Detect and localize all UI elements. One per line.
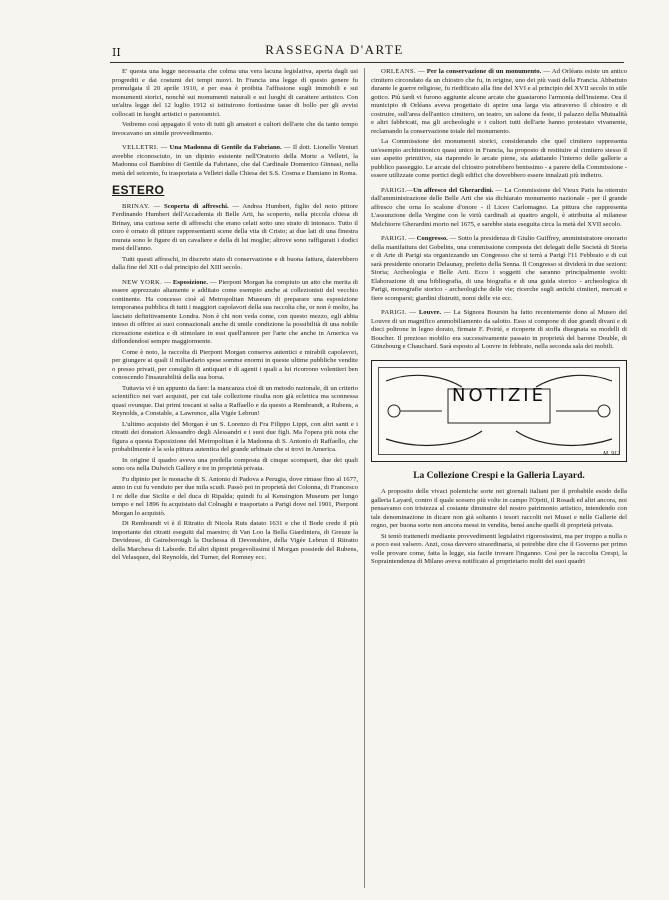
orleans-paragraph-2: La Commissione dei monumenti storici, considerando che quel cimitero rappresenta un'esempio architettonico quasi unico in Francia, ha proposto di restituire al cimitero stesso il suo aspetto primitivo, sia riaprendo le arcate piene, sia adattando l'interno delle gallerie a pubblico passeggio. Le arcate del chiostro potrebbero benissimo - a parere della Commissione - essere utilizzate come portici degli edifici che dovrebbero essere innalzati più indietro.: [371, 138, 627, 179]
orleans-place: ORLÉANS.: [381, 68, 416, 75]
velletri-text: Il dott. Lionello Venturi avrebbe riconosciuto, in un dipinto esistente nell'Oratorio della Morte a Velletri, la Madonna col Bambino di Gentile da Fabriano, che dal Cardinale Domenico Ginnasi, nella metà del seicento, fu trasportata a Velletri dalla Chiesa dei S.S. Cosma e Damiano in Roma.: [112, 144, 358, 177]
notizie-banner: [371, 360, 627, 462]
newyork-paragraph-2: Come è noto, la raccolta di Pierpont Morgan conserva autentici e mirabili capolavori, per giungere ai quali il miliardario spese somme enormi in queste ultime pubbliche vendite o presso privati, per consiglio di antiquari e di agenti i quali a lui ricorrono volentieri ben conoscendo l'insaurabilità della sua borsa.: [112, 348, 358, 381]
orleans-paragraph-1: ORLÉANS. — Per la conservazione di un monumento. — Ad Orléans esiste un antico cimitero circondato da un chiostro che fu, in origine, uno dei più vasti della Francia. Abbattuto durante le guerre religiose, fu riedificato alla fine del XVI e al principio del XVII secolo in stile gotico. Più tardi vi furono aggiunte alcune arcate che guastarono l'armonia dell'insieme. Ora il municipio di Orléans aveva progettato di aprire una larga via attraverso il chiostro e di costruire, sull'area dell'antico cimitero, un teatro, un salone da feste, il palazzo della Mutualità e altri fabbricati, ma gli archeologhi e i cultori tutti dell'arte hanno protestato vivamente, reclamando la conservazione totale del monumento.: [371, 68, 627, 135]
parigi-gherardini-place: PARIGI.: [381, 186, 407, 194]
parigi-gherardini-paragraph: PARIGI.—Un affresco del Gherardini. — La Commissione del Vieux Paris ha ottenuto dall'amministrazione delle Belle Arti che sia dichiarato monumento nazionale - per il grande affresco che orna lo scalone d'onore - il Liceo Carlomagno. La pittura che rappresenta L'assunzione della Vergine con le virtù cardinali ai quattro angoli, è attribuita al milanese Melchiorre Gherardini morto nel 1675, e sarebbe stata eseguita circa la metà del XVII secolo.: [371, 186, 627, 228]
parigi-congresso-place: PARIGI.: [381, 235, 407, 242]
newyork-paragraph-3: Tuttavia vi è un appunto da fare: la mancanza cioè di un metodo razionale, di un criterio scientifico nei vari acquisti, per cui tale collezione risulta non già eclettica ma sconnessa quasi ovunque. Dai primi toscani si salta a Raffaello e da questo a Rembrandt, a Rubens, a Reynolds, a Constable, a Lawrence, alla Vigée Lebrun!: [112, 384, 358, 417]
brinay-paragraph-2: Tutti questi affreschi, in discreto stato di conservazione e di buona fattura, daterebbero dalla fine del XII o dal principio del XIII secolo.: [112, 255, 358, 271]
parigi-louvre-article: [371, 309, 627, 352]
parigi-gherardini-article: [371, 187, 627, 230]
right-column: [371, 68, 627, 888]
running-title: RASSEGNA D'ARTE: [265, 42, 404, 57]
parigi-louvre-place: PARIGI.: [381, 309, 407, 316]
parigi-louvre-heading: Louvre.: [418, 309, 442, 316]
notizie-label: NOTIZIE: [452, 384, 546, 406]
column-divider: [364, 68, 365, 888]
brinay-place: BRINAY.: [122, 202, 150, 210]
parigi-louvre-paragraph: PARIGI. — Louvre. — La Signora Boursin ha fatto recentemente dono al Museo del Louvre di un magnifico ammobiliamento da salotto. Esso si compone di due grandi divani e di dieci poltrone in legno dorato, firmate F. Poirié, e ricoperte di stoffa disegnata su modelli di Boucher. Il prezioso mobilio era successivamente passato in proprietà del barone Double, di Günzbourg e Chauchard. Sarà esposto al Louvre in febbraio, nella seconda sala dei mobili.: [371, 309, 627, 350]
velletri-article: [112, 144, 358, 178]
newyork-paragraph-6: Fu dipinto per le monache di S. Antonio di Padova a Perugia, dove rimase fino al 1677, anno in cui fu venduto per due mila scudi. Passò poi in proprietà dei Colonna, di Francesco I re delle due Sicilie e del duca di Ripalda; quindi fu al Kensington Museum per lungo tempo e nel 1896 fu acquistato dal Colnaghi e trasportato a Parigi dove nel 1901, Pierpont Morgan lo acquistò.: [112, 475, 358, 517]
orleans-text-1: Ad Orléans esiste un antico cimitero circondato da un chiostro che fu, in origine, uno dei più vasti della Francia. Abbattuto durante le guerre religiose, fu riedificato alla fine del XVI e al principio del XVII secolo in stile gotico. Più tardi vi furono aggiunte alcune arcate che guastarono l'armonia dell'insieme. Ora il municipio di Orléans aveva progettato di aprire una larga via attraverso il chiostro e di costruire, sull'area dell'antico cimitero, un teatro, un salone da feste, il palazzo della Mutualità e altri fabbricati, ma gli archeologhi e i cultori tutti dell'arte hanno protestato vivamente, reclamando la conservazione totale del monumento.: [371, 68, 627, 135]
orleans-heading: Per la conservazione di un monumento.: [426, 68, 542, 75]
newyork-article: [112, 279, 358, 563]
notizie-ornament: [372, 361, 626, 461]
brinay-heading: Scoperta di affreschi.: [164, 202, 229, 210]
left-column: [112, 68, 358, 888]
orleans-article: [371, 68, 627, 181]
header-rule: [110, 62, 624, 63]
crespi-paragraph-2: Si tentò trattenerli mediante provvedimenti legislativi rigorosissimi, ma per troppo a nulla o a poco essi valsero. Anzi, cosa davvero straordinaria, si potrebbe dire che il Governo per primo volle provare come, fatta la legge, sia facile trovare l'inganno. Così per la raccolta Crespi, la Sopraintendenza di Milano aveva notificato al proprietario molti dei suoi quadri: [371, 532, 627, 565]
brinay-paragraph-1: BRINAY. — Scoperta di affreschi. — Andrea Humbert, figlio del noto pittore Ferdinando Humbert dell'Accademia di Belle Arti, ha scoperto, nella piccola chiesa di Brinay, una curiosa serie di affreschi che erano celati sotto uno strato di intonaco. Tutto il coro è ornato di pitture rappresentanti scene della vita di Cristo; ai due lati di una finestra murata sono le figure di un cavaliere e della di lui moglie; altrove sono raffigurati i dodici mesi dell'anno.: [112, 202, 358, 252]
parigi-gherardini-heading: Un affresco del Gherardini.: [413, 186, 494, 194]
intro-paragraph-2: Vedremo così appagato il voto di tutti gli amatori e cultori dell'arte che da tanto tempo invocavano un simile provvedimento.: [112, 121, 358, 137]
velletri-place: VELLETRI.: [122, 144, 159, 151]
newyork-heading: Esposizione.: [172, 278, 208, 286]
velletri-heading: Una Madonna di Gentile da Fabriano.: [169, 144, 282, 151]
crespi-paragraph-1: A proposito delle vivaci polemiche sorte nei giornali italiani per il probabile esodo della galleria Layard, contro il quale scesero più volte in campo l'Ojetti, il Rosadi ed altri ancora, noi pensavamo con tristezza al costante diminuire del nostro patrimonio artistico, intendendo con tale denominazione in dicare non già soltanto i tesori raccolti nei Musei e nelle Gallerie del regno, per buona sorte non ancora messi in vendita, bensì anche quelli di proprietà privata.: [371, 488, 627, 529]
brinay-text-1: Andrea Humbert, figlio del noto pittore Ferdinando Humbert dell'Accademia di Belle Arti, ha scoperto, nella piccola chiesa di Brinay, una curiosa serie di affreschi che erano celati sotto uno strato di intonaco. Tutto il coro è ornato di pitture rappresentanti scene della vita di Cristo; ai due lati di una finestra murata sono le figure di un cavaliere e della di lui moglie; altrove sono raffigurati i dodici mesi dell'anno.: [112, 202, 358, 252]
newyork-text-1: Pierpont Morgan ha compiuto un atto che merita di essere apprezzato altamente e additato come esempio anche ai collezionisti del vecchio continente. Ha concesso cioè al Metropolitan Museum di preparare una esposizione temporanea pubblica di tutti i maggiori capolavori della sua raccolta che, or non è molto, ha lasciato definitivamente Londra. Non è chi non veda come, con questo mezzo, egli abbia inteso di offrire ai suoi connazionali anche di umile condizione la possibilità di una nobile ricreazione estetica e di stimolare in essi quell'amore per l'arte che anche in America va diffondendosi sempre maggiormente.: [112, 278, 358, 345]
velletri-paragraph: VELLETRI. — Una Madonna di Gentile da Fabriano. — Il dott. Lionello Venturi avrebbe riconosciuto, in un dipinto esistente nell'Oratorio della Morte a Velletri, la Madonna col Bambino di Gentile da Fabriano, che dal Cardinale Domenico Ginnasi, nella metà del seicento, fu trasportata a Velletri dalla Chiesa dei S.S. Cosma e Damiano in Roma.: [112, 144, 358, 177]
notizie-signature: M. 912: [603, 451, 620, 457]
parigi-congresso-heading: Congresso.: [416, 235, 448, 242]
intro-article: [112, 68, 358, 138]
crespi-article: [371, 488, 627, 567]
newyork-paragraph-7: Di Rembrandt vi è il Ritratto di Nicola Ruts datato 1631 e che il Bode crede il più importante dei ritratti eseguiti dal maestro; di Van Loo la Bella Giardiniera, di Greuze la Devideuse, di Gainsborough la Duchessa di Devonshire, della Vigée Lebrun il Ritratto della Marchesa di Laborde. Ed altri dipinti pregevolissimi il Morgan possiede del Rubens, del Velasquez, del Reynolds, del Turner, del Romney ecc.: [112, 520, 358, 561]
newyork-paragraph-4: L'ultimo acquisto del Morgan è un S. Lorenzo di Fra Filippo Lippi, con altri santi e i ritratti dei donatori Alessandro degli Alessandri e i suoi due figli. Ma l'opera più nota che figura a questa Esposizione del Metropolitan è la Madonna di S. Antonio di Raffaello, che probabilmente è la sola pittura autentica del grande urbinate che si trovi in America.: [112, 420, 358, 453]
parigi-gherardini-text: La Commissione del Vieux Paris ha ottenuto dall'amministrazione delle Belle Arti che sia dichiarato monumento nazionale - per il grande affresco che orna lo scalone d'onore - il Liceo Carlomagno. La pittura che rappresenta L'assunzione della Vergine con le virtù cardinali ai quattro angoli, è attribuita al milanese Melchiorre Gherardini morto nel 1675, e sarebbe stata eseguita circa la metà del XVII secolo.: [371, 186, 627, 228]
parigi-congresso-text: Sotto la presidenza di Giulio Guiffrey, amministratore onorario della manifattura dei Gobelins, una commissione composta dei delegati delle Società di Storia e di Arte di Parigi sta organizzando un Congresso che si terrà a Parigi l'11 Febbraio e di cui sarà presidente onorario Delaunay, prefetto della Senna. Il Congresso si dividerà in due sezioni: Storia; Archeologia e Belle Arti. Ecco i soggetti che saranno principalmente svolti: Elaborazione di una bibliografia, di una biografia e di una guida storico - archeologica di Parigi, monografie storico - archeologiche delle vie; ricerche sugli antichi cimiteri, mercati e fiere scomparsi; giardini distrutti, nomi delle vie ecc.: [371, 235, 627, 302]
parigi-congresso-paragraph: PARIGI. — Congresso. — Sotto la presidenza di Giulio Guiffrey, amministratore onorario della manifattura dei Gobelins, una commissione composta dei delegati delle Società di Storia e di Arte di Parigi sta organizzando un Congresso che si terrà a Parigi l'11 Febbraio e di cui sarà presidente onorario Delaunay, prefetto della Senna. Il Congresso si dividerà in due sezioni: Storia; Archeologia e Belle Arti. Ecco i soggetti che saranno principalmente svolti: Elaborazione di una bibliografia, di una biografia e di una guida storico - archeologica di Parigi, monografie storico - archeologiche delle vie; ricerche sugli antichi cimiteri, mercati e fiere scomparsi; giardini distrutti, nomi delle vie ecc.: [371, 235, 627, 302]
brinay-article: [112, 203, 358, 273]
crespi-article-title: La Collezione Crespi e la Galleria Layard.: [413, 470, 585, 481]
newyork-paragraph-5: In origine il quadro aveva una predella composta di cinque scomparti, due dei quali sono ora nella Dulwich Gallery e tre in proprietà privata.: [112, 456, 358, 472]
intro-paragraph-1: E' questa una legge necessaria che colma una vera lacuna legislativa, aperta dagli usi progrediti e dai costumi dei tempi nuovi. In Francia una legge di questo genere fu promulgata il 20 aprile 1910, e per essa è proibita l'affissione sugli immobili e sui monumenti storici, nonchè sui monumenti naturali e sui luoghi di carattere artistico. Con un'altra legge del 12 luglio 1912 si istituirono fortissime tasse di bollo per gli avvisi collocati in luoghi artistici o panoramici.: [112, 68, 358, 118]
newyork-place: NEW YORK.: [122, 278, 163, 286]
parigi-louvre-text: La Signora Boursin ha fatto recentemente dono al Museo del Louvre di un magnifico ammobiliamento da salotto. Esso si compone di due grandi divani e di dieci poltrone in legno dorato, firmate F. Poirié, e ricoperte di stoffa disegnata su modelli di Boucher. Il prezioso mobilio era successivamente passato in proprietà del barone Double, di Günzbourg e Chauchard. Sarà esposto al Louvre in febbraio, nella seconda sala dei mobili.: [371, 309, 627, 350]
estero-section-title: ESTERO: [112, 183, 165, 197]
parigi-congresso-article: [371, 235, 627, 303]
newyork-paragraph-1: NEW YORK. — Esposizione. — Pierpont Morgan ha compiuto un atto che merita di essere apprezzato altamente e additato come esempio anche ai collezionisti del vecchio continente. Ha concesso cioè al Metropolitan Museum di preparare una esposizione temporanea pubblica di tutti i maggiori capolavori della sua raccolta che, or non è molto, ha lasciato definitivamente Londra. Non è chi non veda come, con questo mezzo, egli abbia inteso di offrire ai suoi connazionali anche di umile condizione la possibilità di una nobile ricreazione estetica e di stimolare in essi quell'amore per l'arte che anche in America va diffondendosi sempre maggiormente.: [112, 278, 358, 345]
page-number: II: [112, 46, 121, 59]
